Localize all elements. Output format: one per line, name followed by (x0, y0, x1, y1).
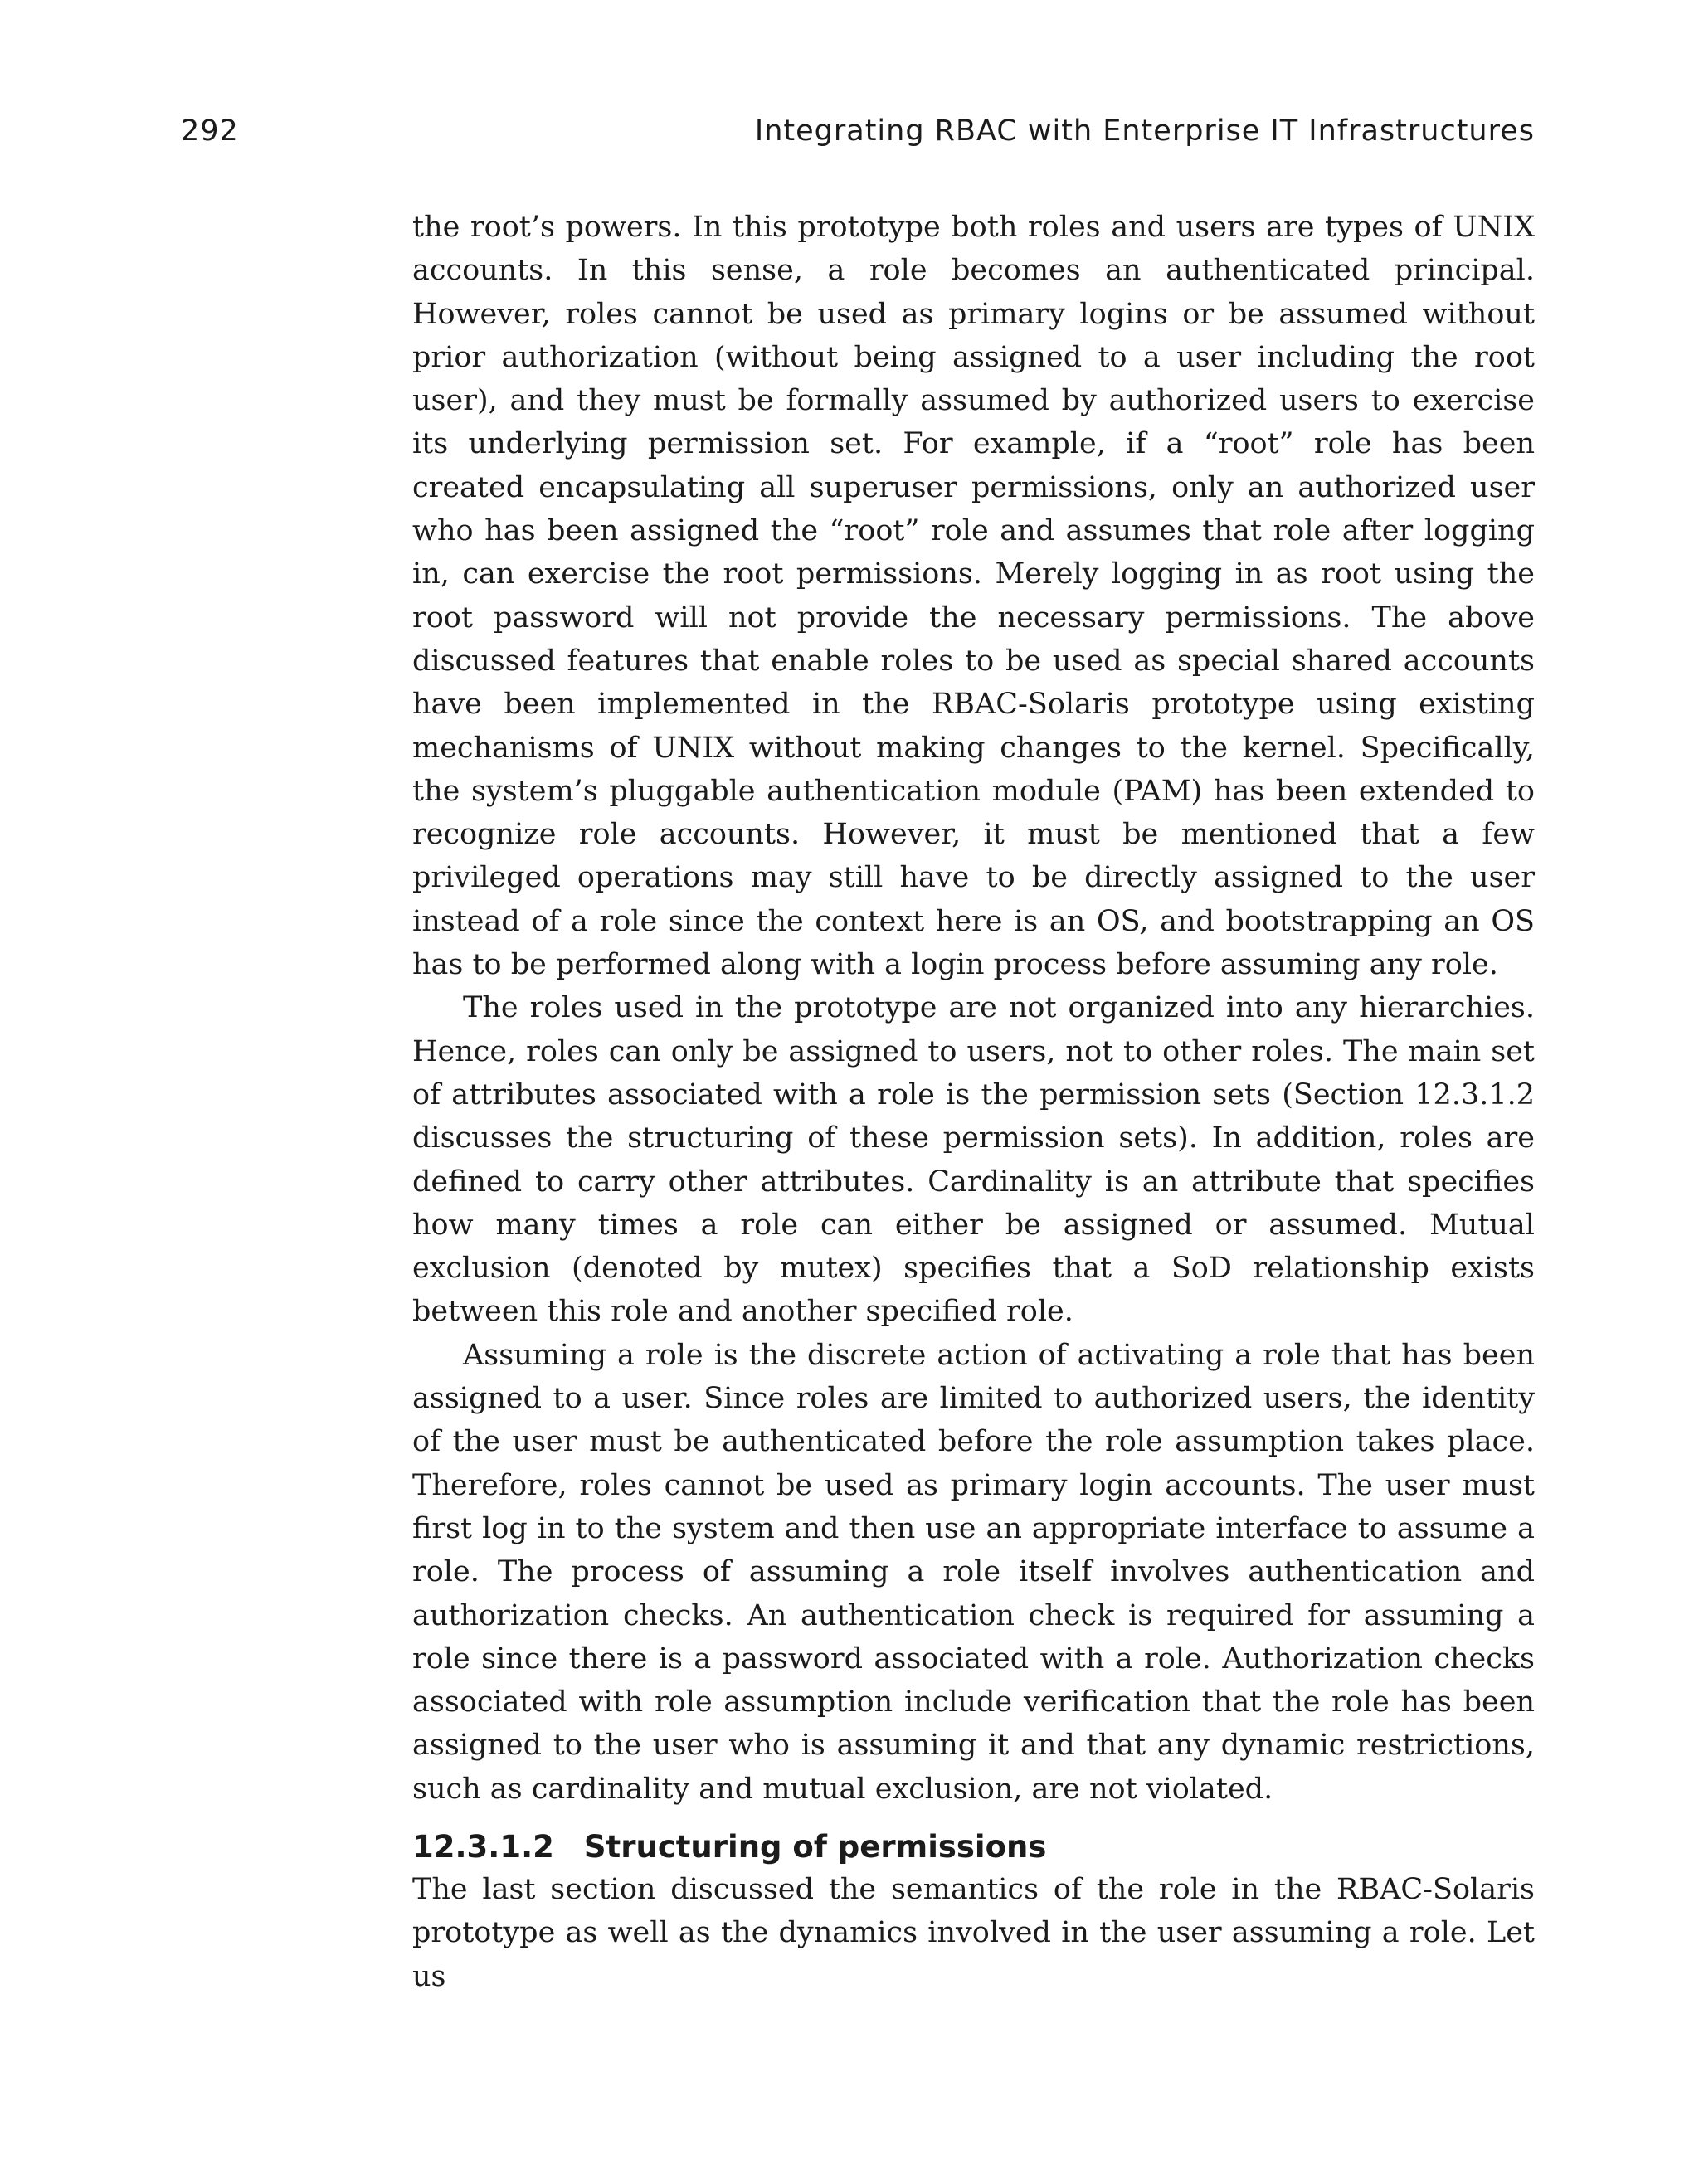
paragraph-continuation: the root’s powers. In this prototype both roles and users are types of UNIX accounts. In this sense, a role becomes an authenticated principal. However, roles cannot be used as primary logins or be assumed without prior authorization (without being assigned to a user including the root user), and they must be formally assumed by authorized users to exercise its underlying permission set. For example, if a “root” role has been created encapsulating all superuser permissions, only an authorized user who has been assigned the “root” role and assumes that role after logging in, can exercise the root permissions. Merely logging in as root using the root password will not provide the necessary permissions. The above discussed features that enable roles to be used as special shared accounts have been implemented in the RBAC-Solaris prototype using existing mechanisms of UNIX without making changes to the kernel. Specifically, the system’s pluggable authentication module (PAM) has been extended to recognize role accounts. However, it must be mentioned that a few privileged operations may still have to be directly assigned to the user instead of a role since the context here is an OS, and bootstrapping an OS has to be performed along with a login process before assuming any role. (412, 211, 1535, 982)
page-number: 292 (181, 114, 239, 148)
paragraph-assuming-role: Assuming a role is the discrete action of activating a role that has been assigned to a user. Since roles are limited to authorized users, the identity of the user must be authenticated before the role assumption takes place. Therefore, roles cannot be used as primary login accounts. The user must first log in to the system and then use an appropriate interface to assume a role. The process of assuming a role itself involves authentication and authorization checks. An authentication check is required for assuming a role since there is a password associated with a role. Authorization checks associated with role assumption include verification that the role has been assigned to the user who is assuming it and that any dynamic restrictions, such as cardinality and mutual exclusion, are not violated. (412, 1338, 1535, 1806)
section-heading (412, 1826, 1535, 1869)
section-title: Structuring of permissions (583, 1828, 1047, 1865)
body-text (412, 206, 1535, 1998)
running-header (181, 114, 1535, 159)
paragraph-role-hierarchies: The roles used in the prototype are not organized into any hierarchies. Hence, roles can only be assigned to users, not to other roles. The main set of attributes associated with a role is the permission sets (Section 12.3.1.2 discusses the structuring of these permission sets). In addition, roles are defined to carry other attributes. Cardinality is an attribute that specifies how many times a role can either be assigned or assumed. Mutual exclusion (denoted by mutex) specifies that a SoD relationship exists between this role and another specified role. (412, 991, 1535, 1329)
running-title: Integrating RBAC with Enterprise IT Infrastructures (754, 114, 1535, 148)
section-number: 12.3.1.2 (412, 1828, 554, 1865)
paragraph-section-intro: The last section discussed the semantics of the role in the RBAC-Solaris prototype as well as the dynamics involved in the user assuming a role. Let us (412, 1872, 1535, 1993)
